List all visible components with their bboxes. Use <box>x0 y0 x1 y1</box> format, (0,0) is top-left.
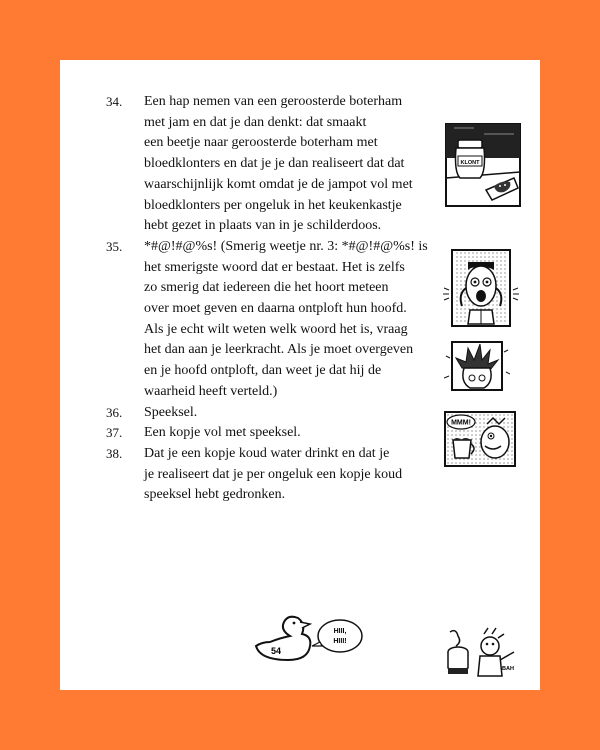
item-number: 37. <box>106 425 123 441</box>
jam-jar-illustration <box>444 122 522 208</box>
text-line: Als je echt wilt weten welk woord het is, vraag <box>144 321 408 337</box>
list-item-37 <box>106 423 406 444</box>
numbered-list <box>106 92 428 506</box>
item-number: 38. <box>106 445 123 461</box>
jar-label: KLONT <box>460 160 480 166</box>
item-text <box>144 444 406 506</box>
text-line: zo smerig dat iedereen die het hoort meteen <box>144 280 389 296</box>
text-line: *#@!#@%s! (Smerig weetje nr. 3: *#@!#@%s! is <box>144 238 428 254</box>
corner-doodle <box>440 626 520 682</box>
text-line: bloedklonters en dat je je dan realiseert dat dat <box>144 156 405 172</box>
text-line: Dat je een kopje koud water drinkt en dat je <box>144 445 390 461</box>
text-line: met jam en dat je dan denkt: dat smaakt <box>144 114 367 130</box>
item-text <box>144 423 406 444</box>
text-line: het smerigste woord dat er bestaat. Het is zelfs <box>144 259 405 275</box>
text-line: hebt gezet in plaats van in je schilderdoos. <box>144 218 382 234</box>
text-line: waarschijnlijk komt omdat je de jampot vol met <box>144 176 413 192</box>
screaming-face-illustration <box>440 248 522 328</box>
cup-illustration <box>443 410 517 468</box>
text-line: Een kopje vol met speeksel. <box>144 425 301 441</box>
text-line: waarheid heeft verteld.) <box>144 383 278 399</box>
cup-speech-bubble: MMM! <box>451 419 471 427</box>
book-page <box>60 60 540 690</box>
item-text <box>144 92 413 237</box>
text-line: je realiseert dat je per ongeluk een kopje koud <box>144 466 403 482</box>
item-text <box>144 237 428 403</box>
corner-label: BAH <box>502 666 514 672</box>
item-number: 35. <box>106 238 123 254</box>
text-line: een beetje naar geroosterde boterham met <box>144 135 378 151</box>
text-line: speeksel hebt gedronken. <box>144 487 286 503</box>
item-number: 34. <box>106 94 123 109</box>
duck-page-number <box>250 612 368 664</box>
exploding-head-illustration <box>444 338 510 394</box>
text-line: over moet geven en daarna ontploft hun hoofd. <box>144 301 407 317</box>
text-line: Speeksel. <box>144 404 198 420</box>
text-line: bloedklonters per ongeluk in het keukenkastje <box>144 197 402 213</box>
page-number: 54 <box>270 646 282 656</box>
list-item-34 <box>106 92 413 237</box>
text-line: het dan aan je leerkracht. Als je moet overgeven <box>144 342 414 358</box>
bubble-line-1: HIII, <box>333 628 347 635</box>
text-line: Een hap nemen van een geroosterde boterham <box>144 94 403 109</box>
bubble-line-2: HIII! <box>333 638 347 645</box>
list-item-36 <box>106 403 406 424</box>
text-line: en je hoofd ontploft, dan weet je dat hij de <box>144 363 382 379</box>
item-text <box>144 403 406 424</box>
list-item-38 <box>106 444 406 506</box>
item-number: 36. <box>106 404 123 420</box>
list-item-35 <box>106 237 428 403</box>
